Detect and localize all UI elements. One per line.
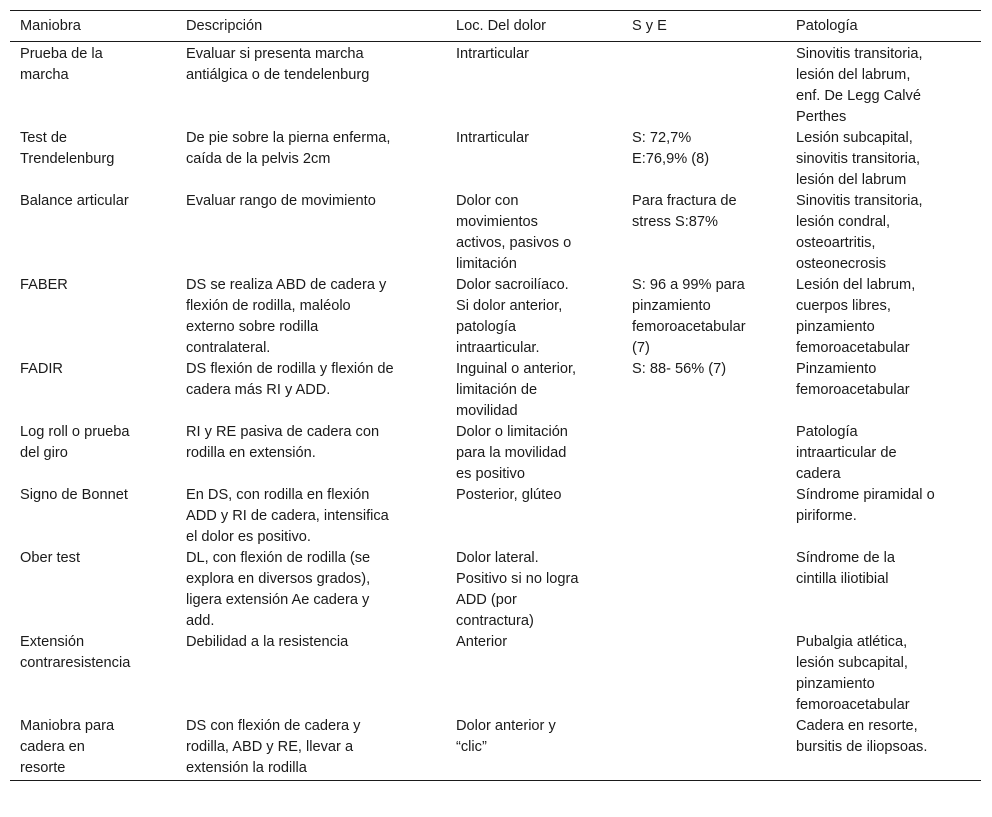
cell-loc-dolor bbox=[446, 632, 622, 716]
table-body bbox=[10, 42, 981, 781]
table-row bbox=[10, 359, 981, 422]
cell-text: DS se realiza ABD de cadera y flexión de rodilla, maléolo externo sobre rodilla contralateral. bbox=[186, 277, 387, 356]
cell-s-y-e bbox=[622, 632, 786, 716]
cell-loc-dolor bbox=[446, 128, 622, 191]
cell-maniobra bbox=[10, 42, 176, 129]
hip-maneuvers-table-container bbox=[10, 10, 981, 781]
cell-text: Log roll o prueba del giro bbox=[20, 424, 130, 461]
cell-maniobra bbox=[10, 275, 176, 359]
cell-text: S: 72,7% E:76,9% (8) bbox=[632, 130, 710, 167]
cell-text: Síndrome piramidal o piriforme. bbox=[796, 487, 935, 524]
cell-text: Intrarticular bbox=[456, 46, 529, 62]
cell-text: Prueba de la marcha bbox=[20, 46, 103, 83]
cell-text: Dolor con movimientos activos, pasivos o limitación bbox=[456, 193, 572, 272]
cell-text: Dolor sacroilíaco. Si dolor anterior, patología intraarticular. bbox=[456, 277, 569, 356]
cell-maniobra bbox=[10, 191, 176, 275]
cell-s-y-e bbox=[622, 485, 786, 548]
cell-text: Balance articular bbox=[20, 193, 129, 209]
cell-text: Anterior bbox=[456, 634, 508, 650]
cell-text: Lesión subcapital, sinovitis transitoria, lesión del labrum bbox=[796, 130, 921, 188]
cell-text: Debilidad a la resistencia bbox=[186, 634, 349, 650]
cell-maniobra bbox=[10, 632, 176, 716]
cell-patologia bbox=[786, 42, 981, 129]
cell-maniobra bbox=[10, 359, 176, 422]
cell-text: Maniobra para cadera en resorte bbox=[20, 718, 115, 776]
cell-text: DL, con flexión de rodilla (se explora en diversos grados), ligera extensión Ae cadera y add. bbox=[186, 550, 371, 629]
table-row bbox=[10, 716, 981, 781]
cell-text: FADIR bbox=[20, 361, 63, 377]
table-row bbox=[10, 422, 981, 485]
cell-loc-dolor bbox=[446, 548, 622, 632]
cell-s-y-e bbox=[622, 128, 786, 191]
cell-descripcion bbox=[176, 548, 446, 632]
cell-loc-dolor bbox=[446, 485, 622, 548]
header-s-y-e: S y E bbox=[622, 11, 786, 42]
cell-maniobra bbox=[10, 716, 176, 781]
cell-patologia bbox=[786, 128, 981, 191]
cell-patologia bbox=[786, 632, 981, 716]
cell-descripcion bbox=[176, 191, 446, 275]
table-row bbox=[10, 548, 981, 632]
cell-text: Para fractura de stress S:87% bbox=[632, 193, 737, 230]
cell-descripcion bbox=[176, 128, 446, 191]
header-row bbox=[10, 11, 981, 42]
cell-text: Evaluar rango de movimiento bbox=[186, 193, 376, 209]
cell-text: Sinovitis transitoria, lesión condral, osteoartritis, osteonecrosis bbox=[796, 193, 923, 272]
cell-text: Signo de Bonnet bbox=[20, 487, 128, 503]
hip-maneuvers-table bbox=[10, 10, 981, 781]
header-loc-dolor: Loc. Del dolor bbox=[446, 11, 622, 42]
cell-s-y-e bbox=[622, 191, 786, 275]
cell-loc-dolor bbox=[446, 716, 622, 781]
header-patologia: Patología bbox=[786, 11, 981, 42]
cell-descripcion bbox=[176, 716, 446, 781]
cell-text: Dolor lateral. Positivo si no logra ADD (por contractura) bbox=[456, 550, 579, 629]
cell-text: Inguinal o anterior, limitación de movilidad bbox=[456, 361, 577, 419]
cell-patologia bbox=[786, 359, 981, 422]
cell-patologia bbox=[786, 716, 981, 781]
cell-text: Patología intraarticular de cadera bbox=[796, 424, 897, 482]
cell-text: Extensión contraresistencia bbox=[20, 634, 131, 671]
cell-text: Dolor o limitación para la movilidad es positivo bbox=[456, 424, 568, 482]
cell-patologia bbox=[786, 485, 981, 548]
cell-s-y-e bbox=[622, 716, 786, 781]
header-descripcion: Descripción bbox=[176, 11, 446, 42]
table-header bbox=[10, 11, 981, 42]
cell-s-y-e bbox=[622, 359, 786, 422]
cell-text: Test de Trendelenburg bbox=[20, 130, 115, 167]
cell-text: Intrarticular bbox=[456, 130, 529, 146]
cell-patologia bbox=[786, 422, 981, 485]
table-row bbox=[10, 485, 981, 548]
cell-text: Ober test bbox=[20, 550, 81, 566]
cell-descripcion bbox=[176, 632, 446, 716]
cell-text: DS flexión de rodilla y flexión de cadera más RI y ADD. bbox=[186, 361, 394, 398]
cell-loc-dolor bbox=[446, 359, 622, 422]
table-row bbox=[10, 191, 981, 275]
cell-text: S: 88- 56% (7) bbox=[632, 361, 727, 377]
cell-text: RI y RE pasiva de cadera con rodilla en extensión. bbox=[186, 424, 380, 461]
cell-descripcion bbox=[176, 275, 446, 359]
cell-descripcion bbox=[176, 422, 446, 485]
cell-text: Síndrome de la cintilla iliotibial bbox=[796, 550, 895, 587]
table-row bbox=[10, 632, 981, 716]
cell-s-y-e bbox=[622, 42, 786, 129]
cell-loc-dolor bbox=[446, 191, 622, 275]
cell-patologia bbox=[786, 191, 981, 275]
table-row bbox=[10, 42, 981, 129]
cell-text: Evaluar si presenta marcha antiálgica o de tendelenburg bbox=[186, 46, 370, 83]
cell-s-y-e bbox=[622, 275, 786, 359]
table-row bbox=[10, 275, 981, 359]
cell-maniobra bbox=[10, 548, 176, 632]
cell-text: DS con flexión de cadera y rodilla, ABD y RE, llevar a extensión la rodilla bbox=[186, 718, 361, 776]
cell-text: En DS, con rodilla en flexión ADD y RI de cadera, intensifica el dolor es positivo. bbox=[186, 487, 389, 545]
cell-text: Lesión del labrum, cuerpos libres, pinzamiento femoroacetabular bbox=[796, 277, 916, 356]
cell-loc-dolor bbox=[446, 422, 622, 485]
cell-descripcion bbox=[176, 42, 446, 129]
cell-descripcion bbox=[176, 485, 446, 548]
cell-loc-dolor bbox=[446, 275, 622, 359]
cell-s-y-e bbox=[622, 422, 786, 485]
cell-maniobra bbox=[10, 128, 176, 191]
header-maniobra: Maniobra bbox=[10, 11, 176, 42]
cell-text: Sinovitis transitoria, lesión del labrum, enf. De Legg Calvé Perthes bbox=[796, 46, 923, 125]
cell-patologia bbox=[786, 548, 981, 632]
cell-s-y-e bbox=[622, 548, 786, 632]
cell-maniobra bbox=[10, 422, 176, 485]
cell-patologia bbox=[786, 275, 981, 359]
cell-text: S: 96 a 99% para pinzamiento femoroacetabular (7) bbox=[632, 277, 746, 356]
cell-loc-dolor bbox=[446, 42, 622, 129]
table-row bbox=[10, 128, 981, 191]
cell-text: Pinzamiento femoroacetabular bbox=[796, 361, 910, 398]
cell-descripcion bbox=[176, 359, 446, 422]
cell-text: FABER bbox=[20, 277, 68, 293]
cell-text: Posterior, glúteo bbox=[456, 487, 562, 503]
cell-maniobra bbox=[10, 485, 176, 548]
cell-text: De pie sobre la pierna enferma, caída de la pelvis 2cm bbox=[186, 130, 391, 167]
cell-text: Pubalgia atlética, lesión subcapital, pinzamiento femoroacetabular bbox=[796, 634, 910, 713]
cell-text: Cadera en resorte, bursitis de iliopsoas. bbox=[796, 718, 928, 755]
cell-text: Dolor anterior y “clic” bbox=[456, 718, 556, 755]
